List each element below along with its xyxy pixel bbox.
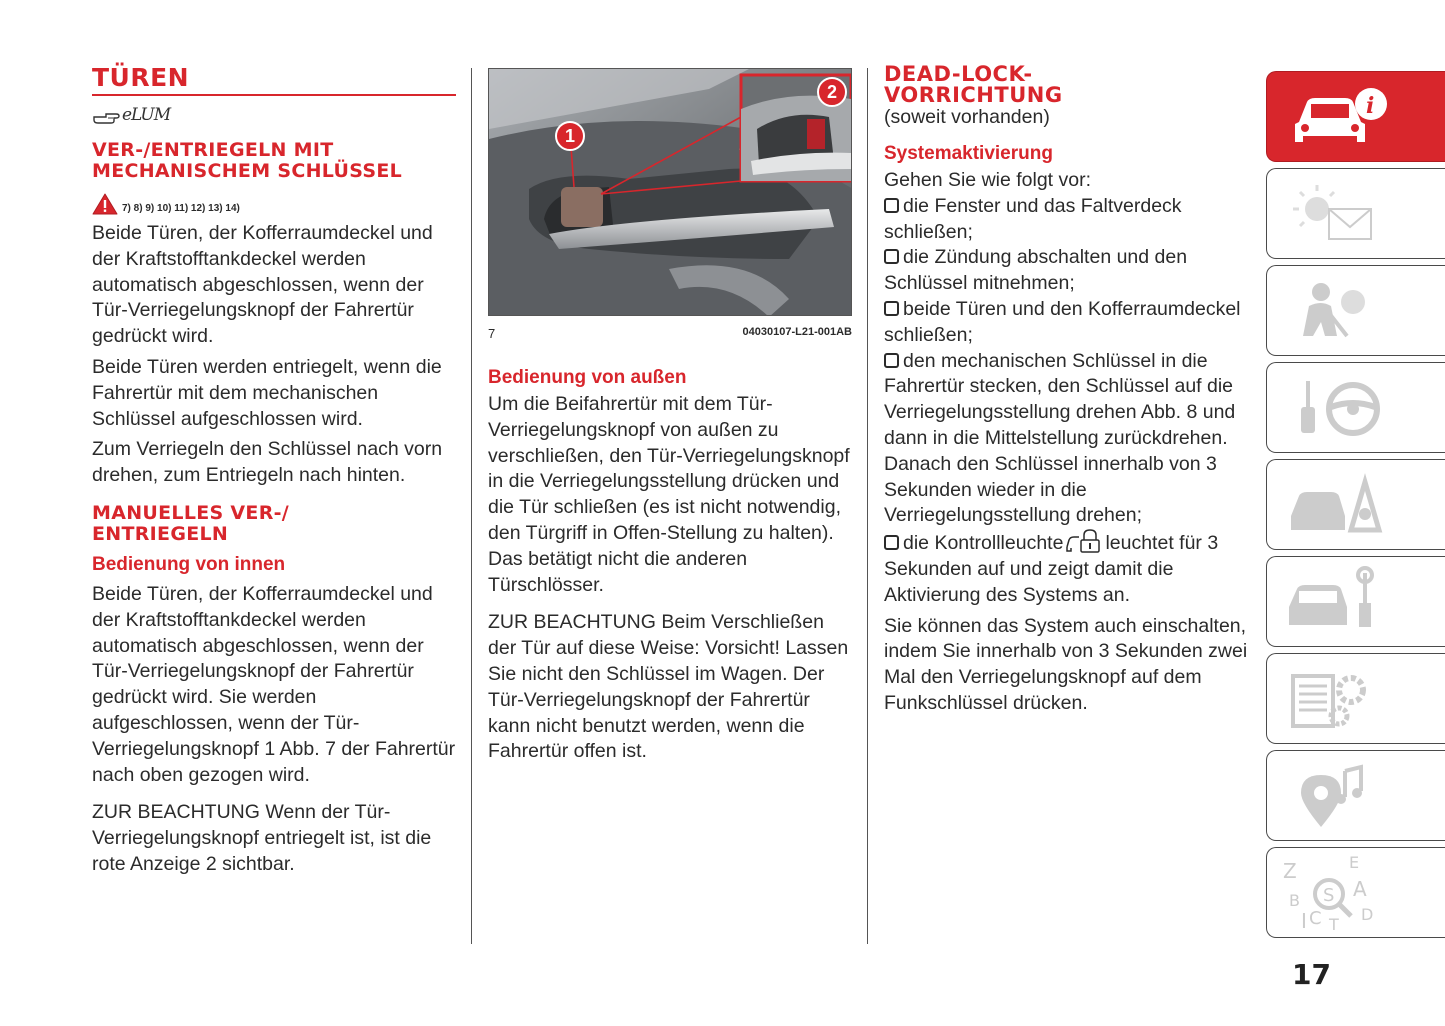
column-divider [867, 68, 868, 944]
bullet-item [884, 349, 1248, 530]
section-title-deadlock [884, 64, 1248, 106]
svg-text:T: T [1329, 915, 1339, 932]
warning-lights-icon [1281, 175, 1401, 253]
column-right [884, 64, 1248, 717]
title-line-1: DEAD-LOCK- [884, 62, 1033, 86]
column-middle [488, 68, 852, 765]
bullet-text: leuchtet für 3 Sekunden auf und zeigt damit die Aktivierung des Systems an. [884, 532, 1219, 606]
tab-index[interactable] [1266, 847, 1445, 938]
paragraph: Zum Verriegeln den Schlüssel nach vorn drehen, zum Entriegeln nach hinten. [92, 438, 443, 487]
pointing-hand-icon [92, 105, 122, 125]
column-divider [471, 68, 472, 944]
bullet-item [884, 194, 1248, 246]
bullet-text: die Fenster und das Faltverdeck schließen; [884, 194, 1182, 243]
note-paragraph: ZUR BEACHTUNG Wenn der Tür-Verriegelungsknopf entriegelt ist, ist die rote Anzeige 2 sichtbar. [92, 801, 432, 875]
svg-text:E: E [1349, 854, 1360, 872]
heading-mechanical-key: VER-/ENTRIEGELN MIT MECHANISCHEM SCHLÜSSEL [92, 139, 403, 182]
callout-2-label: 2 [826, 81, 837, 102]
technical-data-icon [1281, 660, 1401, 738]
bullet-item [884, 245, 1248, 297]
page-number: 17 [1292, 958, 1331, 991]
callout-1 [555, 121, 585, 151]
bullet-text: den mechanischen Schlüssel in die Fahrertür stecken, den Schlüssel auf die Verriegelungsstellung drehen Abb. 8 und dann in die Mittelstellung zurückdrehen. Danach den Schlüssel innerhalb von 3 Sekunden wieder in die Verriegelungsstellung drehen; [884, 349, 1236, 527]
svg-text:D: D [1361, 905, 1374, 924]
emergency-icon [1281, 466, 1401, 544]
door-handle-photo [489, 69, 852, 316]
tab-safety[interactable] [1266, 265, 1445, 356]
paragraph: Sie können das System auch einschalten, indem Sie innerhalb von 3 Sekunden zwei Mal den Verriegelungsknopf auf dem Funkschlüssel drücken. [884, 614, 1248, 714]
paragraph: Beide Türen werden entriegelt, wenn die Fahrertür mit dem mechanischen Schlüssel aufgeschlossen wird. [92, 355, 442, 430]
svg-text:I: I [1301, 909, 1307, 932]
callout-2 [817, 77, 847, 107]
bullet-text: die Kontrollleuchte [903, 532, 1064, 555]
subtitle: (soweit vorhanden) [884, 106, 1050, 128]
paragraph: Gehen Sie wie folgt vor: [884, 169, 1092, 191]
bullet-text: beide Türen und den Kofferraumdeckel schließen; [884, 297, 1241, 346]
callout-1-label: 1 [564, 125, 575, 146]
figure-caption [488, 326, 852, 341]
bullet-text: die Zündung abschalten und den Schlüssel mitnehmen; [884, 246, 1188, 295]
car-lock-warning-icon [1065, 529, 1103, 553]
elum-logo [92, 102, 456, 128]
bullet-item [884, 529, 1248, 608]
airbag-safety-icon [1281, 272, 1401, 350]
bullet-item [884, 297, 1248, 349]
index-icon [1281, 854, 1401, 932]
tab-warning-lights[interactable] [1266, 168, 1445, 259]
key-steering-icon [1281, 369, 1401, 447]
column-left [92, 64, 456, 878]
checkbox-bullet-icon [884, 249, 899, 264]
elum-logo-text: eLUM [122, 105, 171, 125]
tab-maintenance[interactable] [1266, 556, 1445, 647]
section-title-tueren: TÜREN [92, 63, 190, 92]
heading-inside-operation: Bedienung von innen [92, 553, 286, 575]
heading-manual-lock: MANUELLES VER-/ ENTRIEGELN [92, 501, 290, 545]
checkbox-bullet-icon [884, 198, 899, 213]
warning-triangle-icon [92, 193, 118, 215]
checkbox-bullet-icon [884, 301, 899, 316]
tab-starting-driving[interactable] [1266, 362, 1445, 453]
figure-code: 04030107-L21-001AB [742, 326, 852, 338]
tab-technical-data[interactable] [1266, 653, 1445, 744]
warning-row [92, 193, 456, 215]
checkbox-bullet-icon [884, 535, 899, 550]
paragraph: Beide Türen, der Kofferraumdeckel und der Kraftstofftankdeckel werden automatisch abgeschlossen, wenn der Tür-Verriegelungsknopf der Fahrertür gedrückt wird. [92, 222, 433, 348]
svg-text:Z: Z [1283, 859, 1297, 883]
heading-system-activation: Systemaktivierung [884, 143, 1053, 164]
maintenance-icon [1281, 563, 1401, 641]
figure-number: 7 [488, 326, 496, 341]
tab-car-info[interactable] [1266, 71, 1445, 162]
note-paragraph: ZUR BEACHTUNG Beim Verschließen der Tür auf diese Weise: Vorsicht! Lassen Sie nicht den Schlüssel im Wagen. Der Tür-Verriegelungsknopf der Fahrertür kann nicht benutzt werden, wenn die Fahrertür offen ist. [488, 611, 849, 763]
title-underline [92, 94, 456, 96]
svg-text:C: C [1309, 908, 1322, 929]
svg-text:A: A [1353, 877, 1367, 901]
svg-text:i: i [1366, 93, 1375, 119]
paragraph: Um die Beifahrertür mit dem Tür-Verriegelungsknopf von außen zu verschließen, den Tür-Verriegelungsknopf in die Verriegelungsstellung drücken und die Tür schließen (es ist nicht notwendig, den Türgriff in Offen-Stellung zu halten). Das betätigt nicht die anderen Türschlösser. [488, 393, 850, 596]
svg-text:S: S [1323, 885, 1335, 906]
checkbox-bullet-icon [884, 353, 899, 368]
heading-outside-operation: Bedienung von außen [488, 367, 687, 388]
svg-text:B: B [1289, 891, 1300, 910]
tab-multimedia[interactable] [1266, 750, 1445, 841]
paragraph: Beide Türen, der Kofferraumdeckel und der Kraftstofftankdeckel werden automatisch abgeschlossen, wenn der Tür-Verriegelungsknopf der Fahrertür gedrückt wird. Sie werden aufgeschlossen, wenn der Tür-Verriegelungsknopf 1 Abb. 7 der Fahrertür nach oben gezogen wird. [92, 582, 456, 786]
door-handle-figure [488, 68, 852, 316]
multimedia-icon [1281, 757, 1401, 835]
tab-emergency[interactable] [1266, 459, 1445, 550]
car-info-icon [1281, 78, 1401, 156]
warning-references: 7) 8) 9) 10) 11) 12) 13) 14) [122, 202, 240, 214]
title-line-2: VORRICHTUNG [884, 83, 1063, 107]
